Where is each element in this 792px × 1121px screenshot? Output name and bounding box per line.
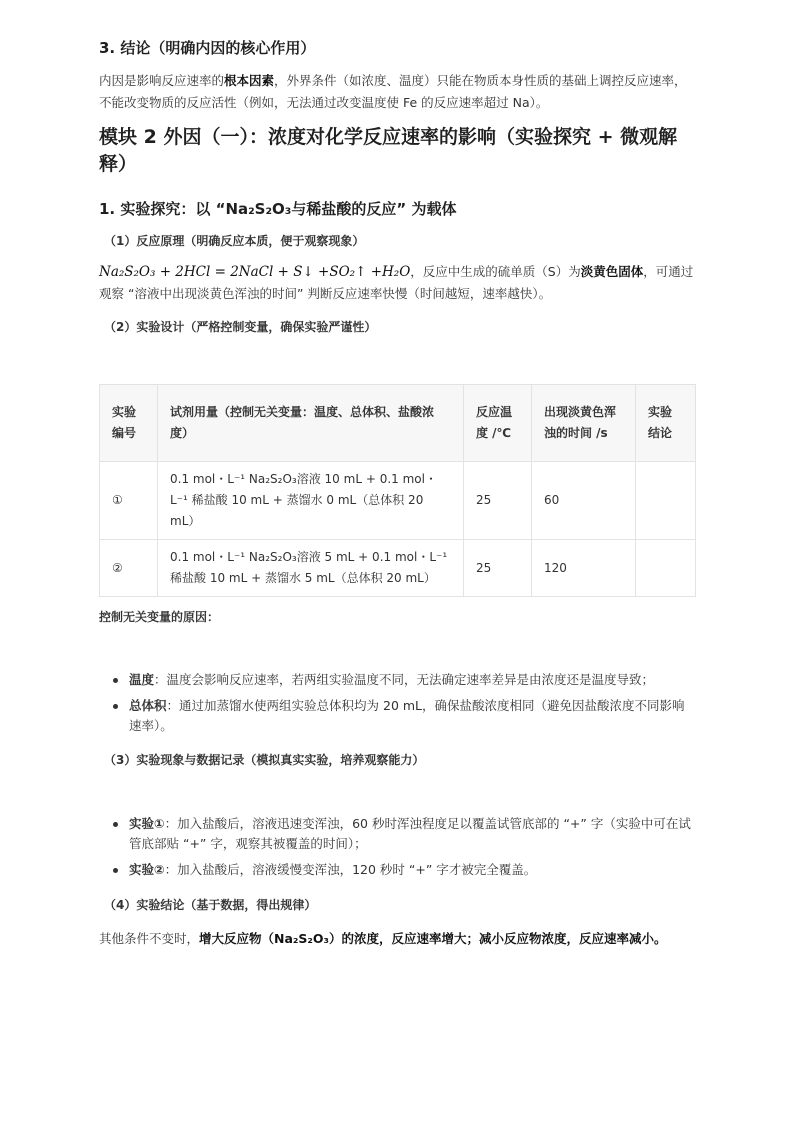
observation-list bbox=[99, 814, 695, 886]
table-row bbox=[100, 462, 696, 540]
header-cell: 试剂用量（控制无关变量：温度、总体积、盐酸浓度） bbox=[158, 385, 464, 462]
principle-bold: 淡黄色固体 bbox=[580, 264, 644, 279]
table-cell: ① bbox=[100, 462, 158, 540]
conclusion-bold: 增大反应物（Na₂S₂O₃）的浓度，反应速率增大；减小反应物浓度，反应速率减小。 bbox=[199, 931, 667, 946]
list-item-text: ：加入盐酸后，溶液缓慢变浑浊，120 秒时 “+” 字才被完全覆盖。 bbox=[164, 862, 537, 877]
bullet-icon bbox=[113, 678, 118, 683]
header-cell: 实验编号 bbox=[100, 385, 158, 462]
table-header-row bbox=[100, 385, 696, 462]
section3-heading: 3. 结论（明确内因的核心作用） bbox=[99, 39, 316, 57]
subheading-observation: （3）实验现象与数据记录（模拟真实实验，培养观察能力） bbox=[104, 753, 425, 767]
experiment-table bbox=[99, 384, 696, 597]
bullet-icon bbox=[113, 704, 118, 709]
table-cell: 25 bbox=[464, 540, 532, 597]
bullet-icon bbox=[113, 868, 118, 873]
section3-bold: 根本因素 bbox=[224, 73, 275, 88]
list-item-label: 总体积 bbox=[129, 698, 167, 713]
header-cell: 反应温度 /℃ bbox=[464, 385, 532, 462]
header-cell: 出现淡黄色浑浊的时间 /s bbox=[532, 385, 636, 462]
control-title: 控制无关变量的原因： bbox=[99, 610, 220, 624]
module2-heading: 模块 2 外因（一）：浓度对化学反应速率的影响（实验探究 + 微观解释） bbox=[99, 126, 678, 175]
list-item-text: ：温度会影响反应速率，若两组实验温度不同，无法确定速率差异是由浓度还是温度导致； bbox=[154, 672, 655, 687]
experiment-heading: 1. 实验探究：以 “Na₂S₂O₃与稀盐酸的反应” 为载体 bbox=[99, 200, 457, 218]
subheading-principle: （1）反应原理（明确反应本质，便于观察现象） bbox=[104, 234, 365, 248]
section3-paragraph bbox=[99, 70, 695, 114]
principle-text-b: ，可通过观察 “溶液中出现淡黄色浑浊的时间” 判断反应速率快慢（时间越短，速率越快）。 bbox=[99, 264, 694, 301]
principle-text-a: ，反应中生成的硫单质（S）为 bbox=[410, 264, 581, 279]
table-cell bbox=[636, 540, 696, 597]
table-row bbox=[100, 540, 696, 597]
table-cell: ② bbox=[100, 540, 158, 597]
principle-paragraph bbox=[99, 261, 695, 305]
list-item bbox=[99, 814, 695, 854]
table-cell: 0.1 mol・L⁻¹ Na₂S₂O₃溶液 5 mL + 0.1 mol・L⁻¹ 稀盐酸 10 mL + 蒸馏水 5 mL（总体积 20 mL） bbox=[158, 540, 464, 597]
header-cell: 实验结论 bbox=[636, 385, 696, 462]
section3-text-a: 内因是影响反应速率的 bbox=[99, 73, 225, 88]
control-list bbox=[99, 670, 695, 742]
list-item-text: ：通过加蒸馏水使两组实验总体积均为 20 mL，确保盐酸浓度相同（避免因盐酸浓度不同影响速率）。 bbox=[129, 698, 685, 733]
table-cell: 120 bbox=[532, 540, 636, 597]
bullet-icon bbox=[113, 822, 118, 827]
conclusion-paragraph bbox=[99, 928, 695, 950]
list-item-label: 实验① bbox=[129, 816, 165, 831]
list-item bbox=[99, 860, 695, 880]
table-cell bbox=[636, 462, 696, 540]
conclusion-text: 其他条件不变时， bbox=[99, 931, 200, 946]
list-item bbox=[99, 696, 695, 736]
table-cell: 25 bbox=[464, 462, 532, 540]
table-cell: 60 bbox=[532, 462, 636, 540]
list-item-label: 温度 bbox=[129, 672, 155, 687]
subheading-conclusion: （4）实验结论（基于数据，得出规律） bbox=[104, 898, 317, 912]
list-item-label: 实验② bbox=[129, 862, 165, 877]
reaction-equation: Na₂S₂O₃ + 2HCl = 2NaCl + S↓ +SO₂↑ +H₂O bbox=[99, 264, 411, 280]
section3-text-b: ，外界条件（如浓度、温度）只能在物质本身性质的基础上调控反应速率，不能改变物质的反应活性（例如，无法通过改变温度使 Fe 的反应速率超过 Na）。 bbox=[99, 73, 687, 110]
subheading-design: （2）实验设计（严格控制变量，确保实验严谨性） bbox=[104, 320, 377, 334]
table-cell: 0.1 mol・L⁻¹ Na₂S₂O₃溶液 10 mL + 0.1 mol・L⁻¹ 稀盐酸 10 mL + 蒸馏水 0 mL（总体积 20 mL） bbox=[158, 462, 464, 540]
list-item bbox=[99, 670, 695, 690]
list-item-text: ：加入盐酸后，溶液迅速变浑浊，60 秒时浑浊程度足以覆盖试管底部的 “+” 字（实验中可在试管底部贴 “+” 字，观察其被覆盖的时间）； bbox=[129, 816, 691, 851]
